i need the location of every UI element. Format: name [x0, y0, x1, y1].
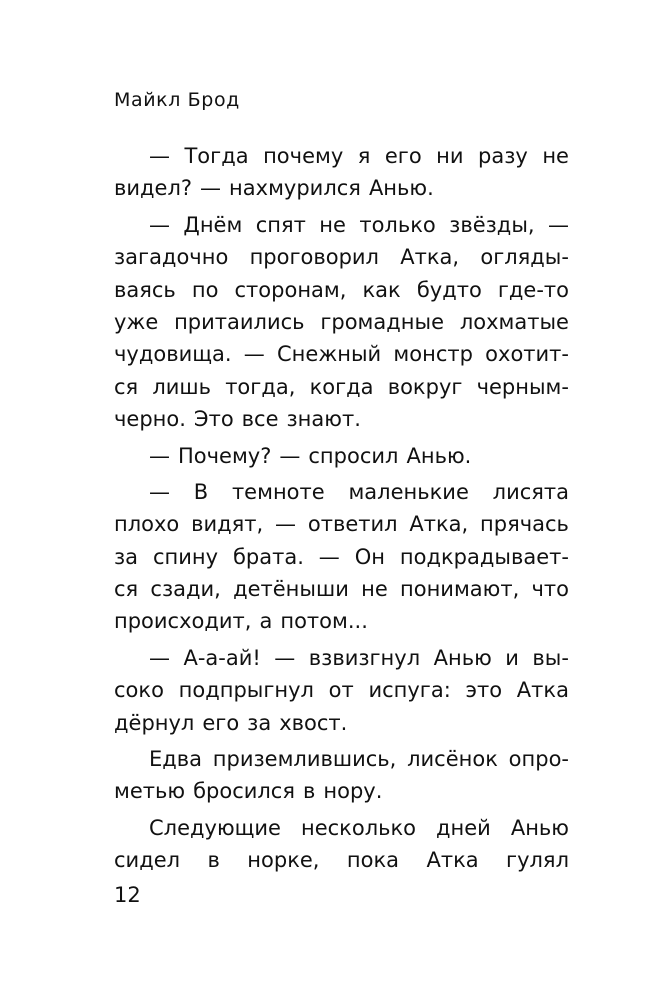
word: Почему? [178, 443, 272, 468]
word: маленькие [348, 479, 469, 504]
word: плохо [114, 512, 180, 537]
word: — [243, 342, 265, 367]
text-line [114, 338, 569, 370]
text-line [114, 508, 569, 540]
text-line [114, 707, 569, 739]
word: видел? [114, 176, 193, 201]
word: Анью [433, 645, 492, 670]
word: — [149, 144, 170, 168]
word: несколько [300, 815, 417, 840]
word: гулял [506, 848, 569, 873]
text-line [114, 573, 569, 605]
word: потом... [280, 609, 368, 634]
text-line [114, 403, 569, 435]
word: темноте [231, 479, 325, 504]
word: Едва [149, 747, 203, 772]
word: как [362, 277, 401, 302]
word: Это [193, 407, 234, 432]
word: ответил [307, 512, 398, 537]
word: ся [114, 577, 139, 602]
word: громадные [320, 309, 445, 334]
word: загадочно [114, 245, 229, 270]
word: бросился [193, 779, 295, 804]
word: будто [416, 277, 482, 302]
word: что [531, 577, 569, 602]
word: его [384, 144, 422, 168]
word: и [505, 645, 519, 670]
word: за [114, 544, 139, 569]
word: — [275, 512, 297, 537]
word: дёрнул [114, 710, 195, 735]
word: не [542, 144, 569, 168]
word: в [303, 779, 316, 804]
word: ваясь [114, 277, 176, 302]
word: черно. [114, 407, 186, 432]
text-line [114, 241, 569, 273]
word: — [279, 443, 301, 468]
word: вокруг [387, 374, 463, 399]
word: Днём [183, 212, 243, 237]
word: — [274, 645, 296, 670]
text-line [114, 605, 569, 637]
word: только [359, 212, 436, 237]
word: лохматые [459, 309, 569, 334]
word: лишь [152, 374, 212, 399]
word: ни [436, 144, 464, 168]
word: монстр [393, 342, 473, 367]
word: Анью [510, 815, 569, 840]
word: метью [114, 779, 186, 804]
word: вы- [532, 645, 569, 670]
word: происходит, [114, 609, 252, 634]
word: не [361, 577, 388, 602]
text-line [114, 642, 569, 674]
word: понимают, [400, 577, 520, 602]
word: по [191, 277, 219, 302]
body-text [114, 140, 569, 877]
word: все [241, 407, 279, 432]
word: Атка, [409, 512, 469, 537]
word: дней [436, 815, 491, 840]
word: хвост. [279, 710, 348, 735]
word: — [318, 544, 340, 569]
text-line [114, 541, 569, 573]
word: чудовища. [114, 342, 232, 367]
word: проговорил [249, 245, 379, 270]
word: черным- [476, 374, 569, 399]
word: — [200, 176, 222, 201]
word: пока [346, 848, 400, 873]
word: соко [114, 678, 164, 703]
word: брата. [232, 544, 304, 569]
word: В [193, 479, 209, 504]
word: видят, [191, 512, 264, 537]
word: Атка, [400, 245, 460, 270]
word: нахмурился [229, 176, 361, 201]
word: Он [354, 544, 385, 569]
word: спину [152, 544, 219, 569]
word: детёныши [233, 577, 349, 602]
word: это [465, 678, 503, 703]
word: Атка [516, 678, 569, 703]
word: лисята [492, 479, 569, 504]
word: подпрыгнул [178, 678, 314, 703]
word: я [357, 144, 371, 168]
text-line [114, 476, 569, 508]
word: Тогда [184, 144, 249, 168]
word: нору. [323, 779, 383, 804]
text-line [114, 140, 569, 172]
word: Анью. [368, 176, 434, 201]
word: сторонам, [234, 277, 347, 302]
word: его [202, 710, 240, 735]
word: звёзды, [449, 212, 535, 237]
word: охотит- [485, 342, 569, 367]
running-head: Майкл Брод [114, 89, 240, 111]
text-line [114, 743, 569, 775]
word: сидел [114, 848, 181, 873]
word: не [319, 212, 346, 237]
text-line [114, 172, 569, 204]
word: а [259, 609, 273, 634]
text-line [114, 775, 569, 807]
word: А-а-ай! [183, 645, 261, 670]
page-number: 12 [114, 883, 141, 907]
text-line [114, 209, 569, 241]
word: за [247, 710, 272, 735]
word: норке, [247, 848, 320, 873]
word: спят [255, 212, 306, 237]
word: прячась [480, 512, 569, 537]
word: — [149, 645, 170, 670]
word: Следующие [149, 815, 281, 840]
word: разу [478, 144, 528, 168]
word: от [328, 678, 354, 703]
word: в [207, 848, 220, 873]
word: огляды- [480, 245, 569, 270]
text-line [114, 371, 569, 403]
word: сзади, [150, 577, 221, 602]
word: взвизгнул [308, 645, 421, 670]
word: испуга: [368, 678, 451, 703]
word: где-то [497, 277, 569, 302]
word: тогда, [225, 374, 296, 399]
word: лисёнок [407, 747, 498, 772]
word: — [149, 443, 170, 468]
word: почему [263, 144, 344, 168]
text-line [114, 440, 569, 472]
word: — [547, 212, 569, 237]
word: Снежный [277, 342, 382, 367]
text-line [114, 844, 569, 876]
text-line [114, 274, 569, 306]
text-line [114, 306, 569, 338]
word: подкрадывает- [399, 544, 569, 569]
word: Атка [426, 848, 479, 873]
word: притаились [174, 309, 305, 334]
word: спросил [308, 443, 399, 468]
word: приземлившись, [212, 747, 397, 772]
word: когда [309, 374, 374, 399]
text-line [114, 812, 569, 844]
word: знают. [286, 407, 361, 432]
text-line [114, 674, 569, 706]
word: — [149, 212, 170, 237]
word: уже [114, 309, 159, 334]
word: ся [114, 374, 139, 399]
word: — [149, 479, 170, 504]
word: Анью. [406, 443, 472, 468]
word: опро- [508, 747, 569, 772]
